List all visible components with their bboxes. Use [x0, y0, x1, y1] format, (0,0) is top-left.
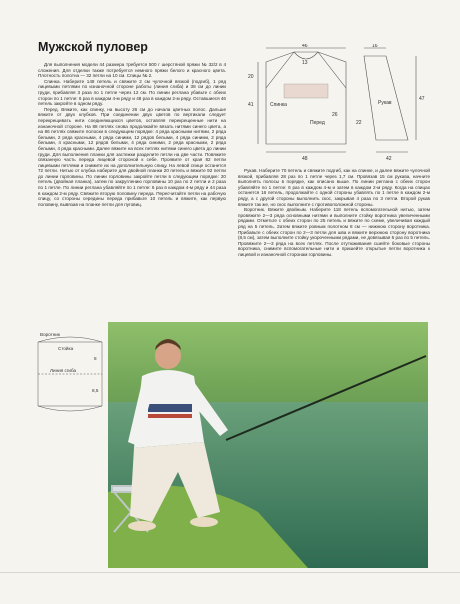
page-title: Мужской пуловер: [38, 40, 148, 54]
label-liniya-sgiba: Линия сгиба: [50, 368, 77, 373]
dim-collar-8: 8: [94, 356, 97, 361]
pattern-diagram: [236, 44, 436, 164]
dim-body-height: 41: [248, 102, 254, 108]
collar-paragraph: Воротник. Вяжите двойным. Наберите 118 петель вспомогательной нитью, затем провяжите 2—3 ряда основными нитями и выполните стойку воротника увеличенными рядами. Отметьте с обеих сторон по 25 петель и вяжите по схеме, увеличивая каждый ряд на 5 петель. Затем вяжите ровным полотном 8 см — нижнюю сторону воротника. Прибавьте с обеих сторон по 2—3 петли для шва и вяжите верхнюю сторону воротника (8,5 см), затем выполните стойку укороченными рядами, не довязывая 5 раз по 5 петель. Провяжите 2—3 ряда на всех петлях. После отутюживания сшейте боковые стороны воротника, снимите вспомогательные нити и пришейте открытые петли воротника к лицевой и изнаночной сторонам горловины.: [238, 207, 430, 257]
model-photo: [108, 322, 428, 568]
dim-sleeve-width: 42: [386, 156, 392, 162]
dim-sleeve-cuff: 22: [356, 120, 362, 126]
sleeve-outline: [364, 56, 408, 140]
label-pered: Перед: [310, 120, 325, 126]
label-stoyka: Стойка: [58, 346, 74, 351]
dim-neck: 13: [302, 60, 308, 66]
head: [155, 343, 181, 369]
dim-yoke-height: 20: [248, 74, 254, 80]
instructions-right-column: [238, 168, 430, 258]
label-rukav: Рукав: [378, 100, 392, 106]
intro-paragraph: Для выполнения модели 44 размера требуется 500 г шерстяной пряжи № 32/2 в 4 сложения. Для отделки также потребуется немного пряжи белого и красного цвета. Плотность полотна — 32 петли на 10 см. Спицы № 2.: [38, 62, 226, 79]
neckline: [294, 52, 318, 59]
instructions-left-column: [38, 62, 226, 207]
back-paragraph: Спинка. Наберите 148 петель и свяжите 2 см чулочной вязкой (подгиб), 1 ряд лицевыми петлями по изнаночной стороне работы (линия сгиба) и 38 см до линии груди, прибавляя 3 раза по 1 петле через 12 см. По линии реглана убавьте с обеих сторон по 1 петле: 6 раз в каждом 4-м ряду и 48 раз в каждом 2-м ряду. Оставшиеся 46 петель закройте в одном ряду.: [38, 78, 226, 107]
color-stripes: [284, 84, 328, 98]
dim-front: 26: [332, 112, 338, 118]
dim-sleeve-length: 47: [419, 96, 425, 102]
sleeve-paragraph: Рукав. Наберите 70 петель и свяжите подгиб, как на спинке, и далее вяжите чулочной вязкой, прибавляя 28 раз по 1 петле через 1,7 см. Провязав 15 см рукава, начните выполнять полосы в порядке, как описано выше. По линии реглана с обеих сторон убавляйте по 1 петле: 6 раз в каждом 4-м и затем в каждом 2-м ряду. Когда на спицах останется 16 петель, продолжайте с одной стороны убавлять по 1 петле в каждом 2-м ряду, а с другой стороны выполнить скос, закрывая 4 раза по 3 петли. Второй рукав вяжите так же, но скос выполните с противоположной стороны.: [238, 168, 430, 207]
dim-sleeve-top: 16: [372, 44, 378, 49]
dim-top-width: 46: [302, 44, 308, 49]
dim-body-width: 48: [302, 156, 308, 162]
label-vorotnik: Воротник: [40, 332, 60, 337]
dim-collar-85: 8,5: [92, 388, 99, 393]
front-paragraph: Перед. Вяжите, как спинку, на высоту 26 см до начала цветных полос. Дальше вяжите от двух клубков. При соединении двух цветов по вертикали следует перекрещивать нити соединяющихся цветов, оставляя перекрещенные нити на изнаночной стороне. На 88 петлях снова продолжайте вязать нитями синего цвета, а на 86 петлях свяжите полоски в следующем порядке: 4 ряда красными нитями, 2 ряда белыми, 2 ряда красными, 4 ряда синими, 12 рядов белыми, 4 ряда синими, 2 ряда белыми, 4 красными, 12 рядов белыми, 4 ряда синими, 2 ряда красными, 2 ряда белыми, 4 ряда красными. Далее вяжите на всех петлях нитями синего цвета до линии груди. Для выполнения планки для застежки разделите петли на две части. Повяжите связанную часть переда лицевой стороной к себе. Проявите от края 82 петли лицевыми петлями и снимите их на дополнительную спицу. На левой спице останется 72 петли. Нитью от клубка наберите для двойной планки 20 петель и вяжите 92 петли до линии горловины. По линии горловины закройте петли в следующем порядке: 20 петель (двойная планка), затем по закруглению горловины 10 раз по 2 петли и 2 раза по 1 петле. По линии реглана убавляйте по 1 петле: 6 раз в каждом 4-м ряду и 44 раза в каждом 2-м ряду. Свяжите вторую половину переда. Пересчитайте петли на рабочую спицу, со стороны середины переда прибавьте 10 петель и вяжите, как первую половину, вывязав на планке петли для пуговиц.: [38, 106, 226, 207]
collar-diagram: [34, 328, 106, 420]
collar-stand-curve: [38, 337, 102, 342]
label-spinka: Спинка: [270, 102, 287, 108]
page-bottom-rule: [0, 572, 460, 573]
